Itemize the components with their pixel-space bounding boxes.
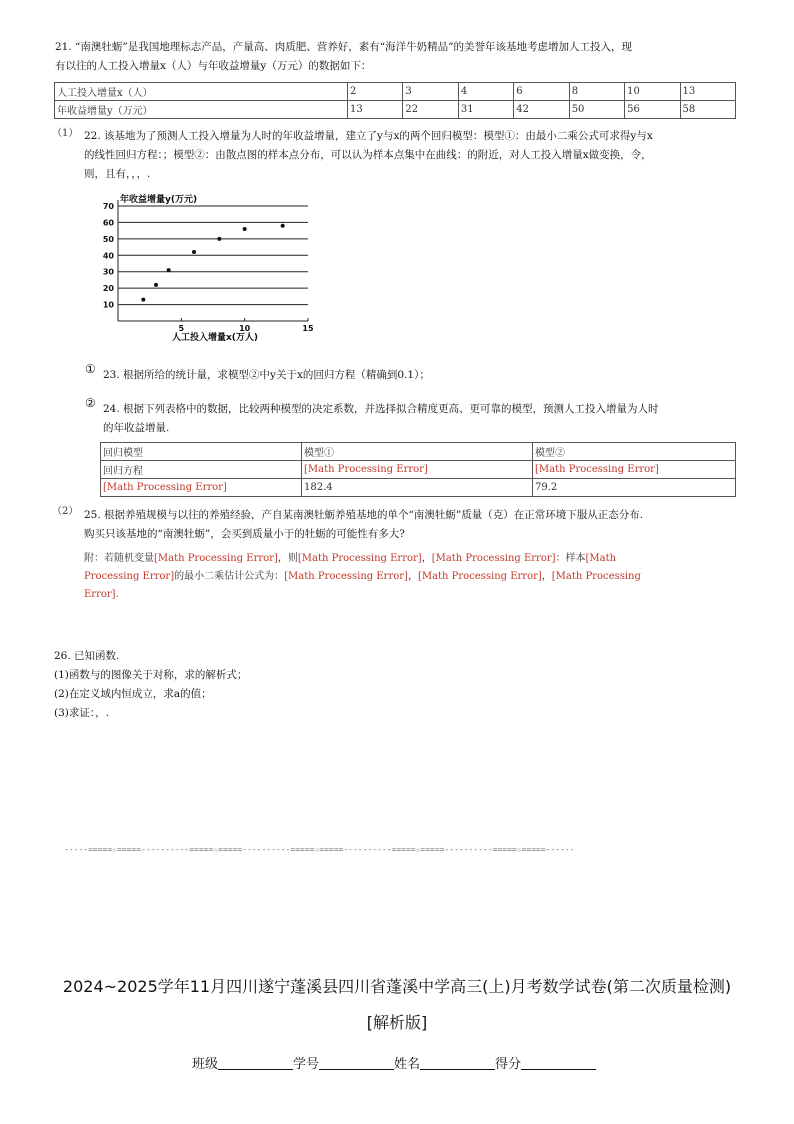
table-cell: 3 (403, 83, 458, 101)
chart-point (141, 298, 145, 302)
chart-point (243, 227, 247, 231)
chart-point (281, 224, 285, 228)
table-cell: 年收益增量y（万元） (55, 101, 348, 119)
q22-line3: 则，且有，，，. (84, 168, 151, 180)
q23-marker: ① (85, 362, 96, 376)
question-22 (84, 127, 744, 184)
table-cell: 22 (403, 101, 458, 119)
appendix-text: ：样本 (555, 553, 586, 564)
table-cell: 50 (569, 101, 624, 119)
table-cell: 回归方程 (101, 461, 302, 479)
appendix-text: ，则 (277, 553, 298, 564)
table-cell: 56 (625, 101, 680, 119)
table-cell: 2 (348, 83, 403, 101)
table-cell: 42 (514, 101, 569, 119)
appendix-text: ， (541, 571, 552, 582)
chart-y-tick: 20 (102, 284, 114, 294)
q24-line2: 的年收益增量. (103, 422, 170, 434)
score-label: 得分 (495, 1057, 522, 1072)
q26-part1: (1)函数与的图像关于对称，求的解析式； (54, 669, 248, 681)
q24-line1: 24. 根据下列表格中的数据，比较两种模型的决定系数，并选择拟合精度更高、更可靠的模型，预测人工投入增量为人时 (103, 403, 659, 415)
chart-y-tick: 70 (102, 202, 114, 211)
chart-y-tick: 10 (102, 300, 114, 310)
score-blank[interactable] (521, 1057, 596, 1070)
table-row (55, 83, 736, 101)
chart-point (192, 250, 196, 254)
student-info-fields (192, 1053, 596, 1072)
table-cell: [Math Processing Error] (101, 479, 302, 497)
q21-data-table (54, 82, 736, 119)
chart-y-label: 年收益增量y(万元) (120, 195, 198, 205)
name-blank[interactable] (420, 1057, 495, 1070)
table-cell: 人工投入增量x（人） (55, 83, 348, 101)
chart-y-tick: 30 (102, 267, 114, 277)
appendix-text: 附：若随机变量 (84, 553, 154, 564)
id-label: 学号 (293, 1057, 320, 1072)
q26-title: 26. 已知函数. (54, 650, 120, 662)
math-error: [Math Processing Error] (154, 553, 278, 564)
table-cell: 13 (680, 83, 735, 101)
appendix-text: 的最小二乘估计公式为： (174, 571, 285, 582)
chart-point (217, 237, 221, 241)
appendix-line2 (84, 568, 744, 586)
table-row (101, 461, 736, 479)
exam-subtitle: [解析版] (366, 1013, 428, 1032)
chart-x-label: 人工投入增量x(万人) (172, 333, 259, 343)
q22-line2: 的线性回归方程：；模型②：由散点图的样本点分布，可以认为样本点集中在曲线：的附近，对人工投入增量x做变换，令， (84, 149, 652, 161)
table-cell: 模型① (302, 443, 533, 461)
class-label: 班级 (192, 1057, 219, 1072)
table-cell: [Math Processing Error] (533, 461, 736, 479)
math-error: [Math Processing (551, 571, 641, 582)
table-cell: 模型② (533, 443, 736, 461)
chart-x-tick: 15 (302, 324, 314, 333)
table-cell: 8 (569, 83, 624, 101)
name-label: 姓名 (394, 1057, 421, 1072)
chart-x-tick: 5 (178, 324, 185, 333)
table-cell: 10 (625, 83, 680, 101)
table-cell: 回归模型 (101, 443, 302, 461)
question-24 (103, 400, 743, 438)
q21-line1: 21. “南澳牡蛎”是我国地理标志产品，产量高、肉质肥、营养好，素有“海洋牛奶精品”的美誉年该基地考虑增加人工投入，现 (55, 41, 633, 53)
math-error: [Math Processing Error] (297, 553, 422, 564)
q22-line1: 22. 该基地为了预测人工投入增量为人时的年收益增量，建立了y与x的两个回归模型：模型①：由最小二乘公式可求得y与x (84, 130, 653, 142)
chart-point (154, 283, 158, 287)
question-21 (55, 38, 745, 76)
table-cell: 79.2 (533, 479, 736, 497)
math-error: [Math Processing Error] (431, 553, 556, 564)
table-cell: 182.4 (302, 479, 533, 497)
class-blank[interactable] (218, 1057, 293, 1070)
exam-title: 2024~2025学年11月四川遂宁蓬溪县四川省蓬溪中学高三(上)月考数学试卷(第二次质量检测) (62, 977, 732, 996)
q25-line1: 25. 根据养殖规模与以往的养殖经验，产自某南澳牡蛎养殖基地的单个“南澳牡蛎”质量（克）在正常环境下服从正态分布. (84, 509, 644, 521)
chart-point (167, 268, 171, 272)
table-cell: 13 (348, 101, 403, 119)
table-cell: [Math Processing Error] (302, 461, 533, 479)
q24-model-table (100, 442, 736, 497)
q26-part3: (3)求证：，. (54, 707, 109, 719)
math-error: [Math Processing Error] (284, 571, 408, 582)
part-1-tag: （1） (52, 128, 79, 139)
q24-marker: ② (85, 396, 96, 410)
q21-line2: 有以往的人工投入增量x（人）与年收益增量y（万元）的数据如下： (55, 60, 372, 72)
appendix-text: ， (421, 553, 432, 564)
table-cell: 58 (680, 101, 735, 119)
chart-y-tick: 40 (102, 251, 114, 261)
section-divider: -----=====☆=====----------=====☆=====----------=====☆=====----------=====☆=====----------=====☆=====------ (64, 845, 575, 854)
q25-appendix (84, 550, 744, 604)
table-row (101, 443, 736, 461)
chart-x-tick: 10 (239, 324, 251, 333)
q25-line2: 购买只该基地的“南澳牡蛎”，会买到质量小于的牡蛎的可能性有多大? (84, 528, 405, 540)
question-23: 23. 根据所给的统计量，求模型②中y关于x的回归方程（精确到0.1）； (103, 369, 430, 381)
id-blank[interactable] (319, 1057, 394, 1070)
question-26 (54, 647, 247, 723)
math-error: [Math (585, 553, 617, 564)
appendix-text: ， (407, 571, 418, 582)
math-error: [Math Processing Error] (417, 571, 542, 582)
math-error: Processing Error] (84, 571, 175, 582)
table-row (101, 479, 736, 497)
table-cell: 4 (458, 83, 513, 101)
appendix-line1 (84, 550, 744, 568)
chart-y-tick: 50 (102, 234, 114, 244)
table-cell: 31 (458, 101, 513, 119)
scatter-chart (90, 186, 330, 346)
table-cell: 6 (514, 83, 569, 101)
appendix-line3: Error]. (84, 589, 119, 600)
chart-y-tick: 60 (102, 218, 114, 228)
question-25 (84, 506, 744, 544)
q26-part2: (2)在定义域内恒成立，求a的值； (54, 688, 212, 700)
part-2-tag: （2） (52, 506, 79, 517)
table-row (55, 101, 736, 119)
